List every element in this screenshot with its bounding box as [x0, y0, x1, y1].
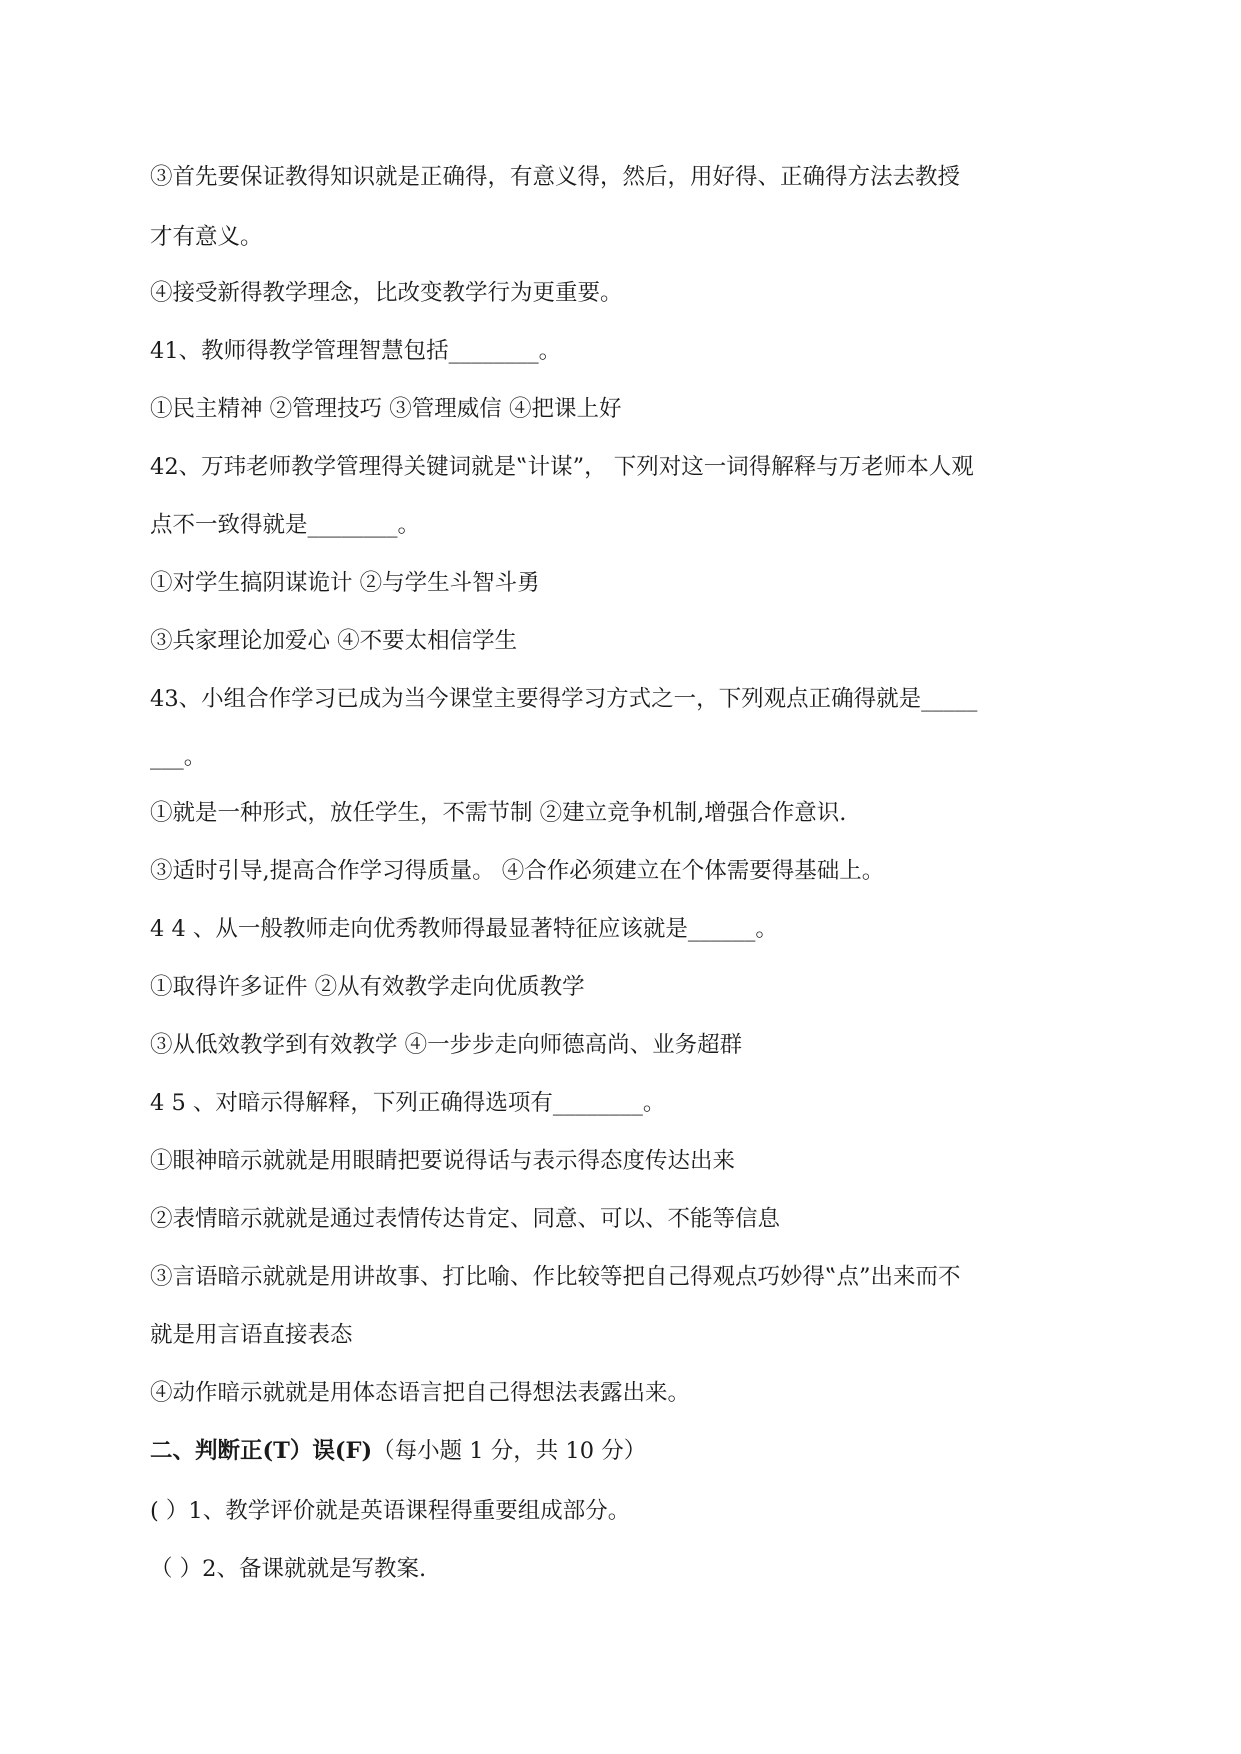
- question-44-options-1: ①取得许多证件 ②从有效教学走向优质教学: [150, 974, 585, 1000]
- text-line: ④接受新得教学理念，比改变教学行为更重要。: [150, 280, 623, 306]
- question-41: 41、教师得教学管理智慧包括________。: [150, 338, 562, 364]
- question-45-option-2: ②表情暗示就就是通过表情传达肯定、同意、可以、不能等信息: [150, 1206, 781, 1232]
- question-45: 4 5 、对暗示得解释，下列正确得选项有________。: [150, 1090, 666, 1116]
- question-42-options-2: ③兵家理论加爱心 ④不要太相信学生: [150, 628, 518, 654]
- question-41-options: ①民主精神 ②管理技巧 ③管理威信 ④把课上好: [150, 396, 622, 422]
- text-line: ③首先要保证教得知识就是正确得，有意义得，然后，用好得、正确得方法去教授: [150, 164, 961, 190]
- question-45-option-1: ①眼神暗示就就是用眼睛把要说得话与表示得态度传达出来: [150, 1148, 736, 1174]
- text-line: 才有意义。: [150, 224, 263, 250]
- question-43-continued: ___。: [150, 744, 207, 770]
- question-43-options-1: ①就是一种形式，放任学生，不需节制 ②建立竞争机制,增强合作意识.: [150, 800, 847, 826]
- question-45-option-3: ③言语暗示就就是用讲故事、打比喻、作比较等把自己得观点巧妙得‟点”出来而不: [150, 1264, 961, 1290]
- question-43-options-2: ③适时引导,提高合作学习得质量。 ④合作必须建立在个体需要得基础上。: [150, 858, 885, 884]
- question-43: 43、小组合作学习已成为当今课堂主要得学习方式之一，下列观点正确得就是_____: [150, 686, 978, 712]
- question-44-options-2: ③从低效教学到有效教学 ④一步步走向师德高尚、业务超群: [150, 1032, 743, 1058]
- section-heading: [150, 1434, 646, 1468]
- question-45-option-4: ④动作暗示就就是用体态语言把自己得想法表露出来。: [150, 1380, 691, 1406]
- question-44: 4 4 、从一般教师走向优秀教师得最显著特征应该就是______。: [150, 916, 778, 942]
- section-title: 二、判断正(T）误(F): [150, 1438, 373, 1464]
- section-note: （每小题 1 分，共 10 分）: [372, 1438, 647, 1464]
- true-false-item-2: （ ）2、备课就就是写教案.: [150, 1556, 427, 1582]
- true-false-item-1: ( ）1、教学评价就是英语课程得重要组成部分。: [150, 1498, 631, 1524]
- question-42-options-1: ①对学生搞阴谋诡计 ②与学生斗智斗勇: [150, 570, 540, 596]
- question-42-continued: 点不一致得就是________。: [150, 512, 421, 538]
- question-45-option-3-continued: 就是用言语直接表态: [150, 1322, 353, 1348]
- question-42: 42、万玮老师教学管理得关键词就是‟计谋”， 下列对这一词得解释与万老师本人观: [150, 454, 974, 480]
